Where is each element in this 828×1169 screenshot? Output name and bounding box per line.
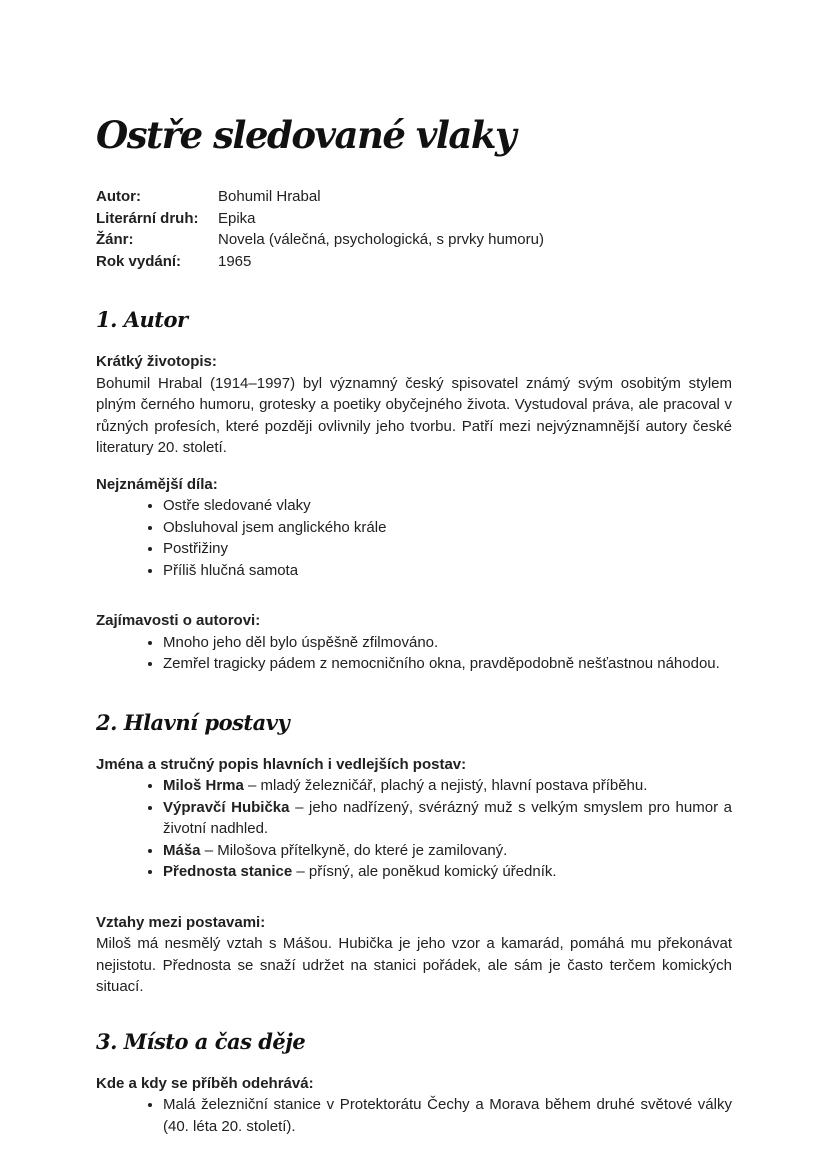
- section-heading-setting: 3. Místo a čas děje: [96, 1028, 306, 1054]
- character-name: Miloš Hrma: [163, 777, 244, 794]
- section-author: [96, 306, 732, 675]
- character-name: Máša: [163, 841, 201, 859]
- section-heading-characters: 2. Hlavní postavy: [96, 709, 290, 735]
- meta-label-genre: Žánr:: [96, 231, 134, 248]
- meta-label-year: Rok vydání:: [96, 252, 182, 270]
- spacer: [96, 581, 732, 595]
- character-name: Výpravčí Hubička: [163, 798, 290, 816]
- label-relations: Vztahy mezi postavami:: [96, 913, 266, 931]
- list-item-character: [163, 861, 732, 883]
- meta-label-author: Autor:: [96, 188, 141, 205]
- meta-value-genre: Novela (válečná, psychologická, s prvky humoru): [218, 231, 544, 248]
- list-famous-works: [96, 495, 732, 581]
- section-heading-author: 1. Autor: [96, 307, 188, 332]
- list-item-setting: • Malá železniční stanice v Protektorátu Čechy a Morava během druhé světové války (40. léta 20. století).: [163, 1094, 732, 1137]
- character-name: Přednosta stanice: [163, 863, 293, 880]
- meta-label-literary-type: Literární druh:: [96, 209, 199, 227]
- label-characters: Jména a stručný popis hlavních i vedlejších postav:: [96, 755, 467, 773]
- meta-row-year: [96, 251, 732, 273]
- label-biography: Krátký životopis:: [96, 353, 217, 370]
- metadata-table: [96, 186, 732, 272]
- label-author-facts: Zajímavosti o autorovi:: [96, 612, 261, 629]
- section-characters: [96, 709, 732, 998]
- list-characters: [96, 775, 732, 883]
- list-item-character: [163, 775, 732, 797]
- character-description: – Milošova přítelkyně, do které je zamilovaný.: [204, 841, 508, 859]
- paragraph-relations: Miloš má nesmělý vztah s Mášou. Hubička je jeho vzor a kamarád, pomáhá mu překonávat nejistotu. Přednosta se snaží udržet na stanici pořádek, ale sám je často terčem komických situací.: [96, 935, 732, 995]
- list-item-fact: • Mnoho jeho děl bylo úspěšně zfilmováno.: [163, 632, 732, 654]
- list-item-work: • Příliš hlučná samota: [163, 560, 732, 582]
- list-item-work: • Obsluhoval jsem anglického krále: [163, 517, 732, 539]
- meta-row-literary-type: [96, 208, 732, 230]
- list-item-work: • Postřižiny: [163, 538, 732, 560]
- list-author-facts: [96, 632, 732, 675]
- section-setting: [96, 1028, 732, 1138]
- character-description: – mladý železničář, plachý a nejistý, hlavní postava příběhu.: [248, 777, 648, 794]
- meta-value-year: 1965: [218, 252, 252, 270]
- paragraph-biography: Bohumil Hrabal (1914–1997) byl významný český spisovatel známý svým osobitým stylem plným černého humoru, grotesky a poetiky obyčejného života. Vystudoval práva, ale pracoval v různých profesích, které později ovlivnily jeho tvorbu. Patří mezi nejvýznamnější autory české literatury 20. století.: [96, 374, 732, 456]
- spacer: [96, 883, 732, 897]
- document-title: Ostře sledované vlaky: [96, 113, 516, 157]
- list-item-character: [163, 840, 732, 862]
- meta-value-author: Bohumil Hrabal: [218, 188, 321, 205]
- list-item-character: [163, 797, 732, 840]
- meta-row-genre: [96, 229, 732, 251]
- character-description: – přísný, ale poněkud komický úředník.: [296, 863, 557, 880]
- meta-row-author: [96, 186, 732, 208]
- label-setting: Kde a kdy se příběh odehrává:: [96, 1074, 314, 1092]
- list-setting: [96, 1094, 732, 1137]
- list-item-work: • Ostře sledované vlaky: [163, 495, 732, 517]
- list-item-fact: • Zemřel tragicky pádem z nemocničního okna, pravděpodobně nešťastnou náhodou.: [163, 653, 732, 675]
- label-famous-works: Nejznámější díla:: [96, 475, 218, 493]
- character-description: – jeho nadřízený, svérázný muž s velkým smyslem pro humor a životní nadhled.: [163, 798, 733, 837]
- meta-value-literary-type: Epika: [218, 209, 256, 227]
